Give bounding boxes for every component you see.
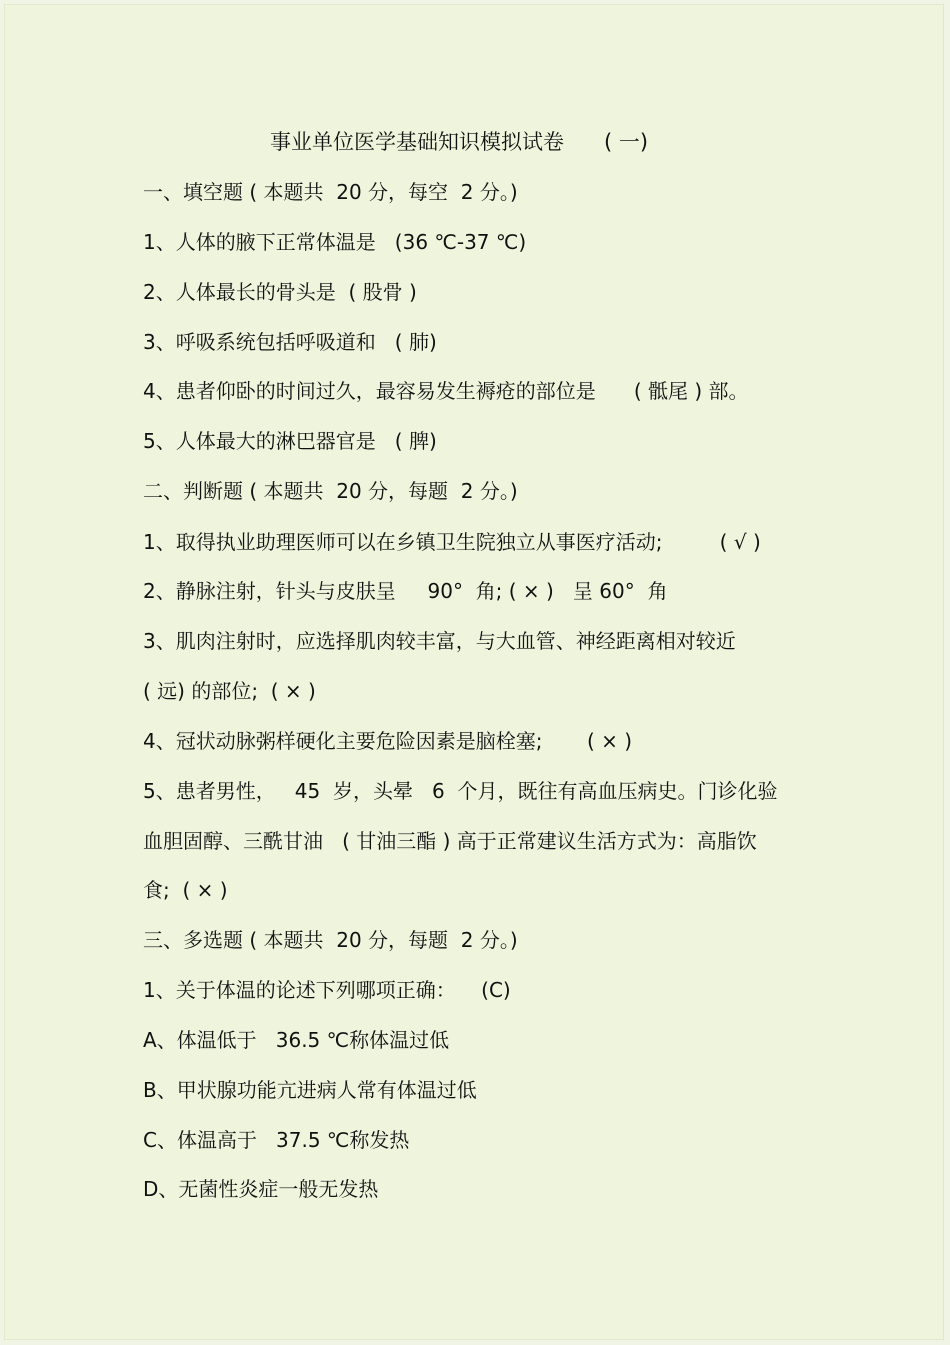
section-heading-true-false: 二、判断题 ( 本题共 20 分，每题 2 分。)	[143, 479, 518, 503]
question-line: 食; ( × )	[143, 878, 228, 902]
question-line: 1、人体的腋下正常体温是 (36 ℃-37 ℃)	[143, 230, 527, 254]
question-line: 4、冠状动脉粥样硬化主要危险因素是脑栓塞; ( × )	[143, 729, 633, 753]
question-line: 2、人体最长的骨头是 ( 股骨 )	[143, 280, 417, 304]
question-line: 4、患者仰卧的时间过久，最容易发生褥疮的部位是 ( 骶尾 ) 部。	[143, 379, 749, 403]
section-heading-fill-in: 一、填空题 ( 本题共 20 分，每空 2 分。)	[143, 180, 518, 204]
question-line: 1、关于体温的论述下列哪项正确： (C)	[143, 978, 511, 1002]
question-line: 5、人体最大的淋巴器官是 ( 脾)	[143, 429, 437, 453]
option-line: A、体温低于 36.5 ℃称体温过低	[143, 1028, 450, 1052]
option-line: B、甲状腺功能亢进病人常有体温过低	[143, 1078, 477, 1102]
question-line: 5、患者男性， 45 岁，头晕 6 个月，既往有高血压病史。门诊化验	[143, 779, 778, 803]
document-title: 事业单位医学基础知识模拟试卷 ( 一)	[270, 130, 649, 154]
option-line: D、无菌性炎症一般无发热	[143, 1177, 379, 1201]
question-line: 血胆固醇、三酰甘油 ( 甘油三酯 ) 高于正常建议生活方式为：高脂饮	[143, 829, 757, 853]
question-line: 1、取得执业助理医师可以在乡镇卫生院独立从事医疗活动; ( √ )	[143, 530, 761, 554]
section-heading-multiple-choice: 三、多选题 ( 本题共 20 分，每题 2 分。)	[143, 928, 518, 952]
question-line: ( 远) 的部位; ( × )	[143, 679, 316, 703]
question-line: 3、肌肉注射时，应选择肌肉较丰富，与大血管、神经距离相对较近	[143, 629, 736, 653]
question-line: 2、静脉注射，针头与皮肤呈 90° 角; ( × ) 呈 60° 角	[143, 579, 668, 603]
question-line: 3、呼吸系统包括呼吸道和 ( 肺)	[143, 330, 437, 354]
option-line: C、体温高于 37.5 ℃称发热	[143, 1128, 410, 1152]
